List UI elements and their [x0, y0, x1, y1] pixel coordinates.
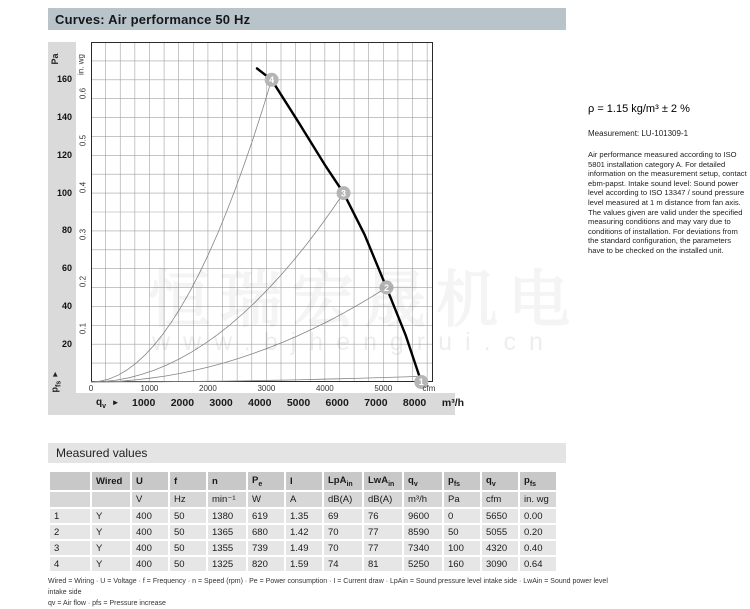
- pa-tick-label: 100: [56, 187, 72, 198]
- watermark-url: www.bjhengrui.cn: [152, 328, 556, 356]
- cfm-tick-label: 2000: [199, 384, 217, 393]
- y-axis-unit-pa: Pa: [50, 53, 60, 65]
- table-row: 2 Y 400 50 1365 680 1.42 70 77 8590 50 5055 0.20: [50, 525, 556, 539]
- air-performance-plot: [91, 42, 433, 388]
- svg-text:2: 2: [384, 282, 390, 293]
- y-axis-quantity-pfs: $p_{fs}$ ►: [49, 370, 63, 393]
- measured-values-title: Measured values: [56, 446, 148, 460]
- col-voltage: U: [132, 472, 168, 490]
- m3h-tick-label: 1000: [132, 397, 156, 409]
- pa-tick-label: 60: [61, 263, 72, 274]
- pa-tick-label: 80: [61, 225, 72, 236]
- measurement-conditions-note: Air performance measured according to ISO 5801 installation category A. For detailed information on the measurement setup, contact ebm-papst. Intake sound level: Sound power level according to ISO 13347 / sound pressure level measured at 1 m distance from fan axis. The values given are valid under the specified measuring conditions and may vary due to conditions of installation. For deviations from the standard configuration, the parameters have to be checked on the installed unit.: [588, 150, 747, 255]
- chart-section-header: [48, 8, 566, 30]
- svg-text:3: 3: [341, 188, 347, 199]
- col-current: I: [286, 472, 322, 490]
- cfm-tick-label: 3000: [257, 384, 276, 393]
- table-row: 1 Y 400 50 1380 619 1.35 69 76 9600 0 5650 0.00: [50, 509, 556, 523]
- col-lpa: LpA$_{in}$: [324, 472, 362, 490]
- measured-values-table: [48, 470, 558, 573]
- pa-tick-label: 140: [56, 112, 72, 123]
- measured-values-header: [48, 443, 566, 463]
- svg-text:4: 4: [269, 74, 275, 85]
- col-power: $P_e$: [248, 472, 284, 490]
- inwg-tick-label: 0.3: [78, 228, 88, 240]
- measurement-id: Measurement: LU-101309-1: [588, 129, 689, 138]
- table-row: 3 Y 400 50 1355 739 1.49 70 77 7340 100 4320 0.40: [50, 541, 556, 555]
- cfm-tick-label: 1000: [140, 384, 159, 393]
- col-frequency: f: [170, 472, 206, 490]
- col-index: [50, 472, 90, 490]
- m3h-tick-label: 5000: [286, 397, 311, 409]
- x-axis-unit-m3h: m³/h: [441, 397, 465, 409]
- m3h-tick-label: 6000: [325, 397, 349, 409]
- inwg-tick-label: 0.4: [78, 181, 88, 193]
- svg-text:1: 1: [418, 377, 424, 388]
- legend-line-2: qv = Air flow · pfs = Pressure increase: [48, 600, 166, 607]
- table-units-row: V Hz min⁻¹ W A dB(A) dB(A) m³/h Pa cfm in. wg: [50, 492, 556, 507]
- m3h-tick-label: 4000: [248, 397, 272, 409]
- operating-point-marker: [380, 281, 394, 295]
- x-axis-quantity-qv: $q_v$ ►: [96, 397, 120, 410]
- chart-section-title: Curves: Air performance 50 Hz: [55, 11, 251, 27]
- operating-point-marker: [265, 73, 279, 87]
- m3h-tick-label: 2000: [170, 397, 195, 409]
- col-qv-cfm: $q_v$: [482, 472, 518, 490]
- m3h-tick-label: 7000: [364, 397, 388, 409]
- pa-tick-label: 20: [61, 338, 72, 349]
- table-row: 4 Y 400 50 1325 820 1.59 74 81 5250 160 3090 0.64: [50, 557, 556, 571]
- inwg-tick-label: 0.5: [78, 134, 88, 146]
- cfm-tick-label: 4000: [315, 384, 334, 393]
- legend-footnote: [48, 576, 618, 609]
- pa-tick-label: 40: [61, 300, 72, 311]
- pa-tick-label: 160: [56, 74, 72, 85]
- inwg-tick-label: 0.1: [78, 322, 88, 334]
- x-axis-unit-cfm: cfm: [422, 384, 436, 393]
- m3h-tick-label: 8000: [402, 397, 427, 409]
- y-axis-unit-inwg: in. wg: [76, 54, 86, 75]
- air-density-note: ρ = 1.15 kg/m³ ± 2 %: [588, 103, 690, 115]
- col-pfs-inwg: $p_{fs}$: [520, 472, 556, 490]
- col-pfs-pa: $p_{fs}$: [444, 472, 480, 490]
- flow-axis-arrow-icon: ►: [111, 398, 120, 407]
- m3h-tick-label: 3000: [209, 397, 233, 409]
- pa-tick-label: 120: [56, 149, 72, 160]
- pressure-axis-arrow-icon: ►: [50, 370, 60, 379]
- cfm-tick-label: 5000: [374, 384, 393, 393]
- table-header-row: [50, 472, 556, 490]
- cfm-tick-label: 0: [88, 384, 94, 393]
- col-qv-m3h: $q_v$: [404, 472, 442, 490]
- col-speed: n: [208, 472, 246, 490]
- legend-line-1: Wired = Wiring · U = Voltage · f = Frequency · n = Speed (rpm) · Pe = Power consumption · I = Current draw · LpAin = Sound pressure level intake side · LwAin = Sound power level intake side: [48, 578, 608, 596]
- col-lwa: LwA$_{in}$: [364, 472, 402, 490]
- col-wired: Wired: [92, 472, 130, 490]
- inwg-tick-label: 0.6: [78, 87, 88, 99]
- inwg-tick-label: 0.2: [78, 275, 88, 287]
- operating-point-marker: [337, 186, 351, 200]
